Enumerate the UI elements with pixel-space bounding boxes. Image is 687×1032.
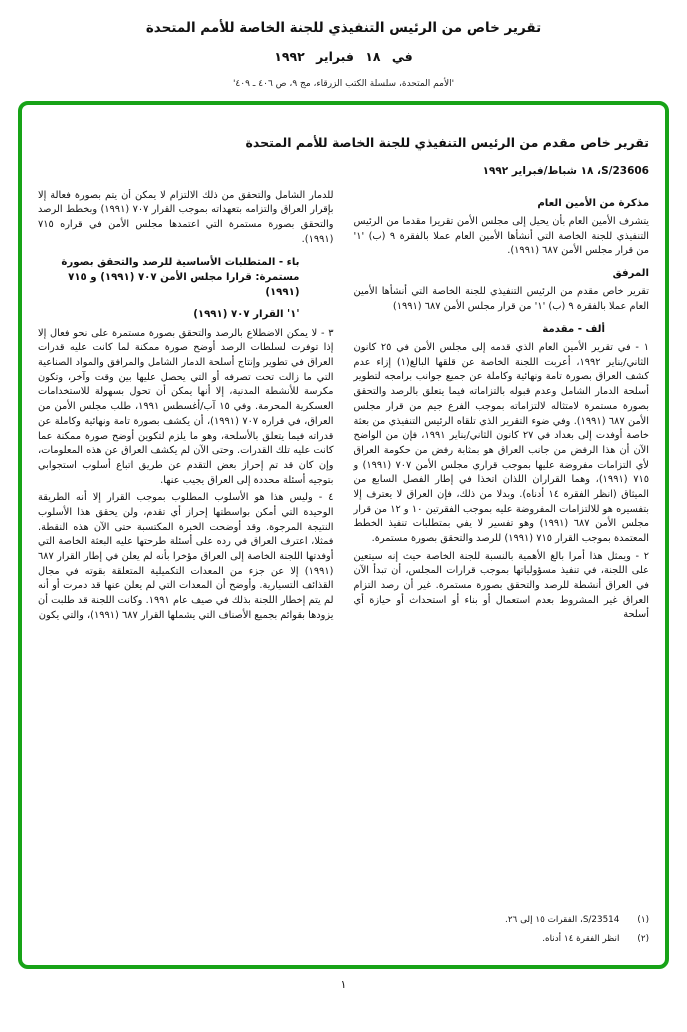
paragraph-1: ١ - في تقرير الأمين العام الذي قدمه إلى مجلس الأمن في ٢٥ كانون الثاني/يناير ١٩٩٢، أعربت اللجنة الخاصة عن قلقها البالغ(١) إزاء عدم كشف العراق بصورة تامة ونهائية وكاملة عن جميع جوانب برامجه لتطوير أسلحة الدمار الشامل وعدم قبوله بالتزاماته فيما يتعلق بالرصد والتحقق بصورة مستمرة لامتثاله لالتزاماته بموجب الفرع جيم من قرار مجلس الأمن ٦٨٧ (١٩٩١). وفي ضوء التقرير الذي تلقاه الرئيس التنفيذي من بعثة خاصة أوفدت إلى بغداد في ٢٧ كانون الثاني/يناير ١٩٩١، فإن من الواضح الآن أن هذا الرفض من جانب العراق هو بمثابة رفض من حكومة العراق لأي التزامات مفروضة عليها بموجب قراري مجلس الأمن ٧٠٧ (١٩٩١) و ٧١٥ (١٩٩١)، وهما القراران اللذان اتخذا في إطار الفصل السابع من الميثاق (انظر الفقرة ١٤ أدناه). وبدلا من ذلك، فإن العراق لا يعترف إلا بتفسيره هو للالتزامات المفروضة عليه بموجب الفقرتين ١٠ و ١٢ من قرار مجلس الأمن ٦٨٧ (١٩٩١) وهو تفسير لا يفي بمتطلبات تنفيذ الخطط المعتمدة بموجب القرار ٧١٥ (١٩٩١) للرصد والتحقق بصورة مستمرة.	[353, 342, 649, 545]
heading-annex: المرفق	[612, 268, 649, 280]
heading-secretary-general-note: مذكرة من الأمين العام	[537, 197, 649, 209]
paragraph-annex: تقرير خاص مقدم من الرئيس التنفيذي للجنة الخاصة التي أنشأها الأمين العام عملا بالفقرة ٩ (ب) '١' من قرار مجلس الأمن ٦٨٧ (١٩٩١)	[353, 286, 649, 313]
footnote-2	[307, 934, 649, 944]
page-number: ١	[340, 978, 347, 991]
two-column-body	[38, 189, 649, 905]
column-right	[354, 189, 650, 905]
document-title: تقرير خاص مقدم من الرئيس التنفيذي للجنة الخاصة للأمم المتحدة	[245, 135, 649, 150]
paragraph-memo: يتشرف الأمين العام بأن يحيل إلى مجلس الأمن تقريرا مقدما من الرئيس التنفيذي للجنة الخاصة التي أنشأها الأمين العام عملا بالفقرة ٩ (ب) '١' من قرار مجلس الأمن ٦٨٧ (١٩٩١).	[353, 216, 649, 257]
document-frame	[18, 101, 669, 969]
page-header	[18, 20, 669, 89]
heading-section-b: باء - المتطلبات الأساسية للرصد والتحقق بصورة مستمرة: قرارا مجلس الأمن ٧٠٧ (١٩٩١) و ٧١٥ (١٩٩١)	[61, 256, 300, 299]
document-reference: S/23606، ١٨ شباط/فبراير ١٩٩٢	[482, 164, 649, 177]
footnote-2-text: انظر الفقرة ١٤ أدناه.	[542, 934, 620, 944]
paragraph-4: ٤ - وليس هذا هو الأسلوب المطلوب بموجب القرار إلا أنه الطريقة الوحيدة التي أمكن بواسطتها إحراز أي تقدم، ولن يحقق هذا الأسلوب النتيجة المرجوة. وقد أوضحت الخبرة المكتسبة حتى الآن هذه النقطة. فمثلا، اعترف العراق في رده على أسئلة طرحتها عليه البعثة الخاصة التي أوفدتها اللجنة الخاصة إلى العراق مؤخرا بأنه لم يعلن في إطار القرار ٦٨٧ (١٩٩١) إلا عن جزء من المعدات التكميلية المتعلقة بقوته في مجال القذائف التسيارية. وأوضح أن المعدات التي لم يعلن عنها قد دمرت أو أنه لم يتم إخطار اللجنة بذلك في صيف عام ١٩٩١. وكانت اللجنة قد طلبت أن يزودها بقوائم بجميع الأصناف التي يشملها القرار ٦٨٧ (١٩٩١)، والتي يكون	[38, 492, 334, 621]
footnotes	[307, 905, 649, 953]
column-left	[38, 189, 334, 905]
footnote-1	[307, 915, 649, 925]
paragraph-2: ٢ - ويمثل هذا أمرا بالغ الأهمية بالنسبة للجنة الخاصة حيث إنه سيتعين على اللجنة، في تنفيذ مسؤولياتها بموجب قرارات المجلس، أن تبدأ الآن في العراق أنشطة للرصد والتحقق بصورة مستمرة. غير أن رصد التزام العراق غير المشروط بعدم استعمال أو بناء أو استحداث أو حيازة أي أسلحة	[353, 550, 649, 621]
paragraph-2-continued: للدمار الشامل والتحقق من ذلك الالتزام لا يمكن أن يتم بصورة فعالة إلا بإقرار العراق والتزامه بتعهداته بموجب القرار ٧٠٧ (١٩٩١) وبخطط الرصد والتحقق بصورة مستمرة التي اعتمدها مجلس الأمن في قراره ٧١٥ (١٩٩١).	[38, 189, 334, 245]
header-title: تقرير خاص من الرئيس التنفيذي للجنة الخاصة للأمم المتحدة	[145, 20, 542, 36]
footnote-1-text: S/23514، الفقرات ١٥ إلى ٢٦.	[505, 915, 620, 925]
heading-introduction: ألف - مقدمة	[542, 323, 605, 335]
footnote-2-marker: (٢)	[637, 934, 649, 944]
header-date: في ١٨ فبراير ١٩٩٢	[274, 49, 413, 64]
heading-resolution-707: '١' القرار ٧٠٧ (١٩٩١)	[193, 309, 300, 321]
header-source-citation: 'الأمم المتحدة، سلسلة الكتب الزرقاء، مج ٩، ص ٤٠٦ ـ ٤٠٩'	[232, 79, 455, 89]
footnote-1-marker: (١)	[637, 915, 649, 925]
paragraph-3: ٣ - لا يمكن الاضطلاع بالرصد والتحقق بصورة مستمرة على نحو فعال إلا إذا توفرت لسلطات الرصد أوضح صورة ممكنة لما كانت عليه قدرات العراق في تطوير وإنتاج أسلحة الدمار الشامل والمرافق والمواد الصناعية التي ما زالت تحت تصرفه أو التي يحصل عليها بين وقت وآخر، وتكون مكرسة للأنشطة المدنية، إلا أنها يمكن أن تحول بسهولة للاستخدامات العسكرية المحرمة. وفي ١٥ آب/أغسطس ١٩٩١، طلب مجلس الأمن من العراق، في قراره ٧٠٧ (١٩٩١)، أن يكشف بصورة تامة ونهائية وكاملة عن قدراته فيما يتعلق بالأسلحة، وهو ما يلزم لتكوين أوضح صورة ممكنة عما كانت عليه تلك القدرات. وحتى الآن لم يكشف العراق عن هذه المعلومات، وإن كان قد تم إحراز بعض التقدم عن طريق اتباع أسلوب استجوابي بتوجيه أسئلة محددة إلى العراق يجيب عنها.	[38, 327, 334, 486]
